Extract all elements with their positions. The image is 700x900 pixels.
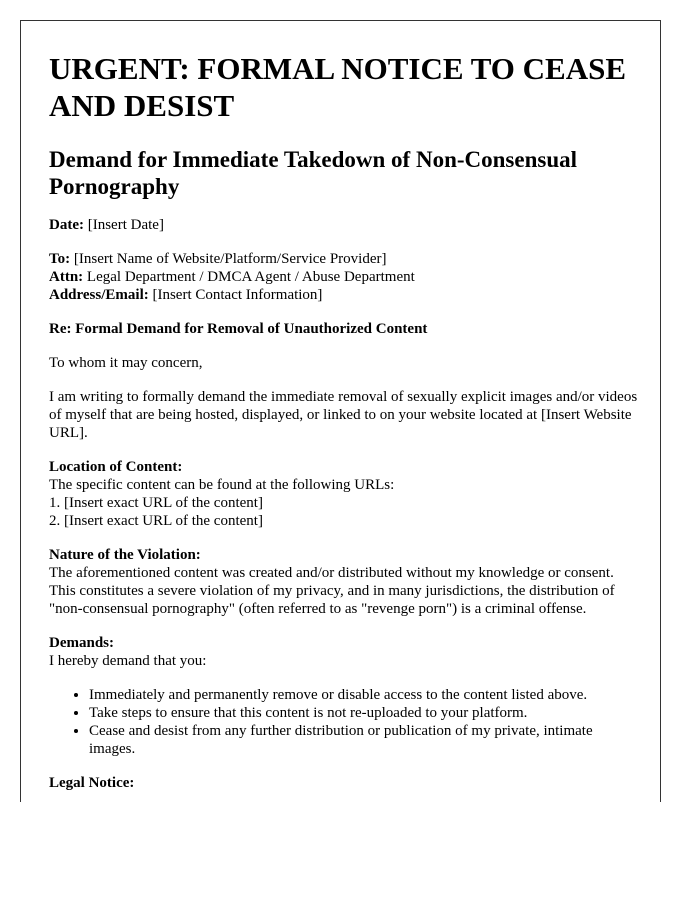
demands-heading: Demands: <box>49 635 115 651</box>
address-value: [Insert Contact Information] <box>148 287 323 303</box>
demand-item: • Take steps to ensure that this content is not re-uploaded to your platform. <box>89 704 639 722</box>
letter-page <box>20 20 661 802</box>
location-section <box>49 458 639 530</box>
date-line <box>49 216 639 234</box>
location-text: The specific content can be found at the following URLs: <box>49 477 395 493</box>
letter-content <box>49 21 639 792</box>
date-value: [Insert Date] <box>83 217 164 233</box>
salutation: To whom it may concern, <box>49 355 203 371</box>
content-url-1: 1. [Insert exact URL of the content] <box>49 495 263 511</box>
legal-notice-heading: Legal Notice: <box>49 775 135 791</box>
demands-list <box>49 686 639 758</box>
violation-section <box>49 546 639 618</box>
attn-value: Legal Department / DMCA Agent / Abuse Department <box>83 269 415 285</box>
recipient-block <box>49 250 639 304</box>
location-heading: Location of Content: <box>49 459 183 475</box>
content-url-2: 2. [Insert exact URL of the content] <box>49 513 263 529</box>
demand-item: • Cease and desist from any further distribution or publication of my private, intimate images. <box>89 722 639 758</box>
to-label: To: <box>49 251 71 267</box>
letter-title: URGENT: FORMAL NOTICE TO CEASE AND DESIST <box>49 51 627 123</box>
demand-item: • Immediately and permanently remove or disable access to the content listed above. <box>89 686 639 704</box>
intro-paragraph: I am writing to formally demand the immediate removal of sexually explicit images and/or videos of myself that are being hosted, displayed, or linked to on your website located at [Insert Website URL]. <box>49 389 638 441</box>
attn-label: Attn: <box>49 269 84 285</box>
to-value: [Insert Name of Website/Platform/Service Provider] <box>70 251 387 267</box>
violation-heading: Nature of the Violation: <box>49 547 201 563</box>
violation-text: The aforementioned content was created and/or distributed without my knowledge or consent. This constitutes a severe violation of my privacy, and in many jurisdictions, the distribution of "non-consensual pornography" (often referred to as "revenge porn") is a criminal offense. <box>49 565 615 617</box>
subject-text: Re: Formal Demand for Removal of Unauthorized Content <box>49 321 428 337</box>
subject-line <box>49 320 639 338</box>
date-label: Date: <box>49 217 84 233</box>
demands-section <box>49 634 639 670</box>
address-label: Address/Email: <box>49 287 149 303</box>
letter-subtitle: Demand for Immediate Takedown of Non-Consensual Pornography <box>49 147 578 199</box>
demands-text: I hereby demand that you: <box>49 653 207 669</box>
